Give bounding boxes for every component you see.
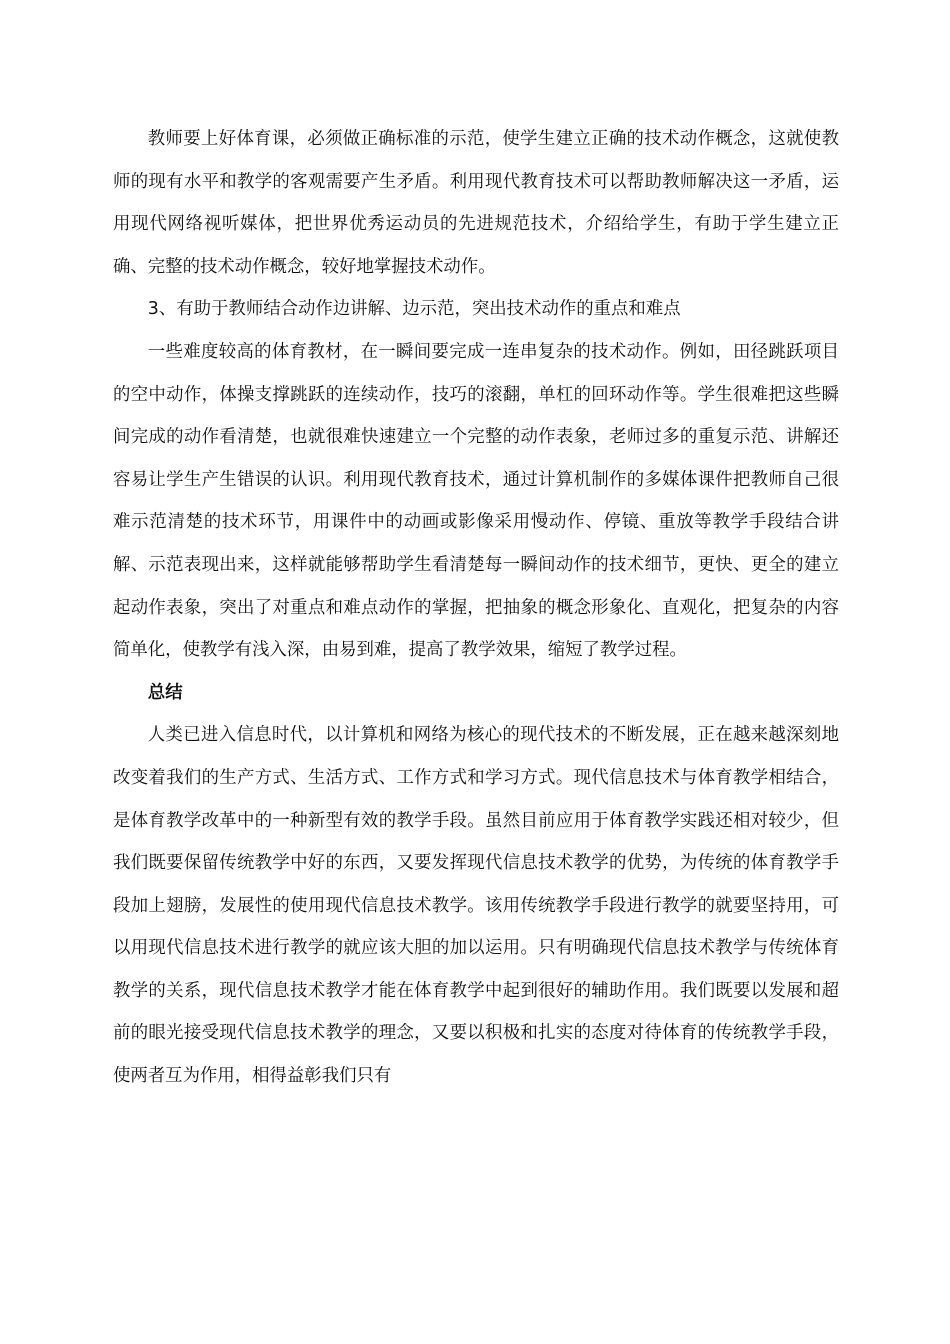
section-subheading: 3、有助于教师结合动作边讲解、边示范，突出技术动作的重点和难点 bbox=[147, 299, 681, 320]
body-paragraph: 教师要上好体育课，必须做正确标准的示范，使学生建立正确的技术动作概念，这就使教师的现有水平和教学的客观需要产生矛盾。利用现代教育技术可以帮助教师解决这一矛盾，运用现代网络视听媒体，把世界优秀运动员的先进规范技术，介绍给学生，有助于学生建立正确、完整的技术动作概念，较好地掌握技术动作。 bbox=[113, 129, 839, 277]
section-heading-summary: 总结 bbox=[147, 682, 183, 703]
document-body bbox=[113, 118, 839, 1098]
body-paragraph: 人类已进入信息时代，以计算机和网络为核心的现代技术的不断发展，正在越来越深刻地改变着我们的生产方式、生活方式、工作方式和学习方式。现代信息技术与体育教学相结合，是体育教学改革中的一种新型有效的教学手段。虽然目前应用于体育教学实践还相对较少，但我们既要保留传统教学中好的东西，又要发挥现代信息技术教学的优势，为传统的体育教学手段加上翅膀，发展性的使用现代信息技术教学。该用传统教学手段进行教学的就要坚持用，可以用现代信息技术进行教学的就应该大胆的加以运用。只有明确现代信息技术教学与传统体育教学的关系，现代信息技术教学才能在体育教学中起到很好的辅助作用。我们既要以发展和超前的眼光接受现代信息技术教学的理念，又要以积极和扎实的态度对待体育的传统教学手段，使两者互为作用，相得益彰我们只有 bbox=[113, 725, 839, 1087]
body-paragraph: 一些难度较高的体育教材，在一瞬间要完成一连串复杂的技术动作。例如，田径跳跃项目的空中动作，体操支撑跳跃的连续动作，技巧的滚翻，单杠的回环动作等。学生很难把这些瞬间完成的动作看清楚，也就很难快速建立一个完整的动作表象，老师过多的重复示范、讲解还容易让学生产生错误的认识。利用现代教育技术，通过计算机制作的多媒体课件把教师自己很难示范清楚的技术环节，用课件中的动画或影像采用慢动作、停镜、重放等教学手段结合讲解、示范表现出来，这样就能够帮助学生看清楚每一瞬间动作的技术细节，更快、更全的建立起动作表象，突出了对重点和难点动作的掌握，把抽象的概念形象化、直观化，把复杂的内容简单化，使教学有浅入深，由易到难，提高了教学效果，缩短了教学过程。 bbox=[113, 341, 839, 661]
